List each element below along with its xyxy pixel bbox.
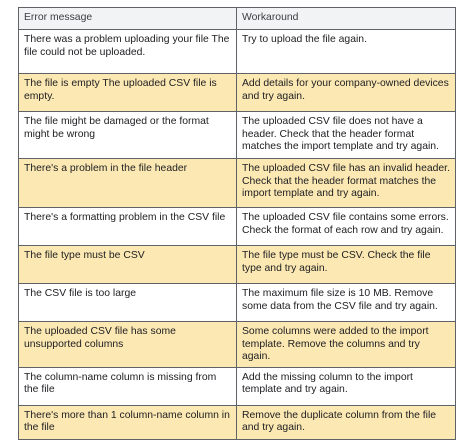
table-row bbox=[19, 246, 456, 284]
table-row bbox=[19, 322, 456, 368]
table-row bbox=[19, 367, 456, 405]
workaround-cell: The file type must be CSV. Check the file type and try again. bbox=[237, 246, 456, 284]
error-workaround-table bbox=[18, 7, 456, 440]
table-header-row bbox=[19, 8, 456, 30]
workaround-cell: The uploaded CSV file does not have a header. Check that the header format matches the import template and try again. bbox=[237, 112, 456, 159]
workaround-cell: Remove the duplicate column from the file and try again. bbox=[237, 405, 456, 439]
table-row bbox=[19, 159, 456, 208]
table-row bbox=[19, 112, 456, 159]
error-message-cell: There's a problem in the file header bbox=[19, 159, 237, 208]
error-message-cell: The CSV file is too large bbox=[19, 284, 237, 322]
header-workaround: Workaround bbox=[237, 8, 456, 30]
workaround-cell: The uploaded CSV file contains some errors. Check the format of each row and try again. bbox=[237, 208, 456, 246]
error-message-cell: There's a formatting problem in the CSV file bbox=[19, 208, 237, 246]
table-row bbox=[19, 405, 456, 439]
table-row bbox=[19, 284, 456, 322]
error-message-cell: The file is empty The uploaded CSV file is empty. bbox=[19, 74, 237, 112]
workaround-cell: Add the missing column to the import template and try again. bbox=[237, 367, 456, 405]
header-error-message: Error message bbox=[19, 8, 237, 30]
workaround-cell: The maximum file size is 10 MB. Remove some data from the CSV file and try again. bbox=[237, 284, 456, 322]
error-message-cell: The uploaded CSV file has some unsupported columns bbox=[19, 322, 237, 368]
table-row bbox=[19, 74, 456, 112]
error-workaround-table-container bbox=[18, 7, 456, 440]
workaround-cell: Some columns were added to the import template. Remove the columns and try again. bbox=[237, 322, 456, 368]
error-message-cell: The column-name column is missing from the file bbox=[19, 367, 237, 405]
table-row bbox=[19, 208, 456, 246]
error-message-cell: There's more than 1 column-name column in the file bbox=[19, 405, 237, 439]
workaround-cell: Try to upload the file again. bbox=[237, 30, 456, 74]
error-message-cell: The file type must be CSV bbox=[19, 246, 237, 284]
workaround-cell: Add details for your company-owned devices and try again. bbox=[237, 74, 456, 112]
workaround-cell: The uploaded CSV file has an invalid header. Check that the header format matches the import template and try again. bbox=[237, 159, 456, 208]
error-message-cell: The file might be damaged or the format might be wrong bbox=[19, 112, 237, 159]
error-message-cell: There was a problem uploading your file The file could not be uploaded. bbox=[19, 30, 237, 74]
table-row bbox=[19, 30, 456, 74]
